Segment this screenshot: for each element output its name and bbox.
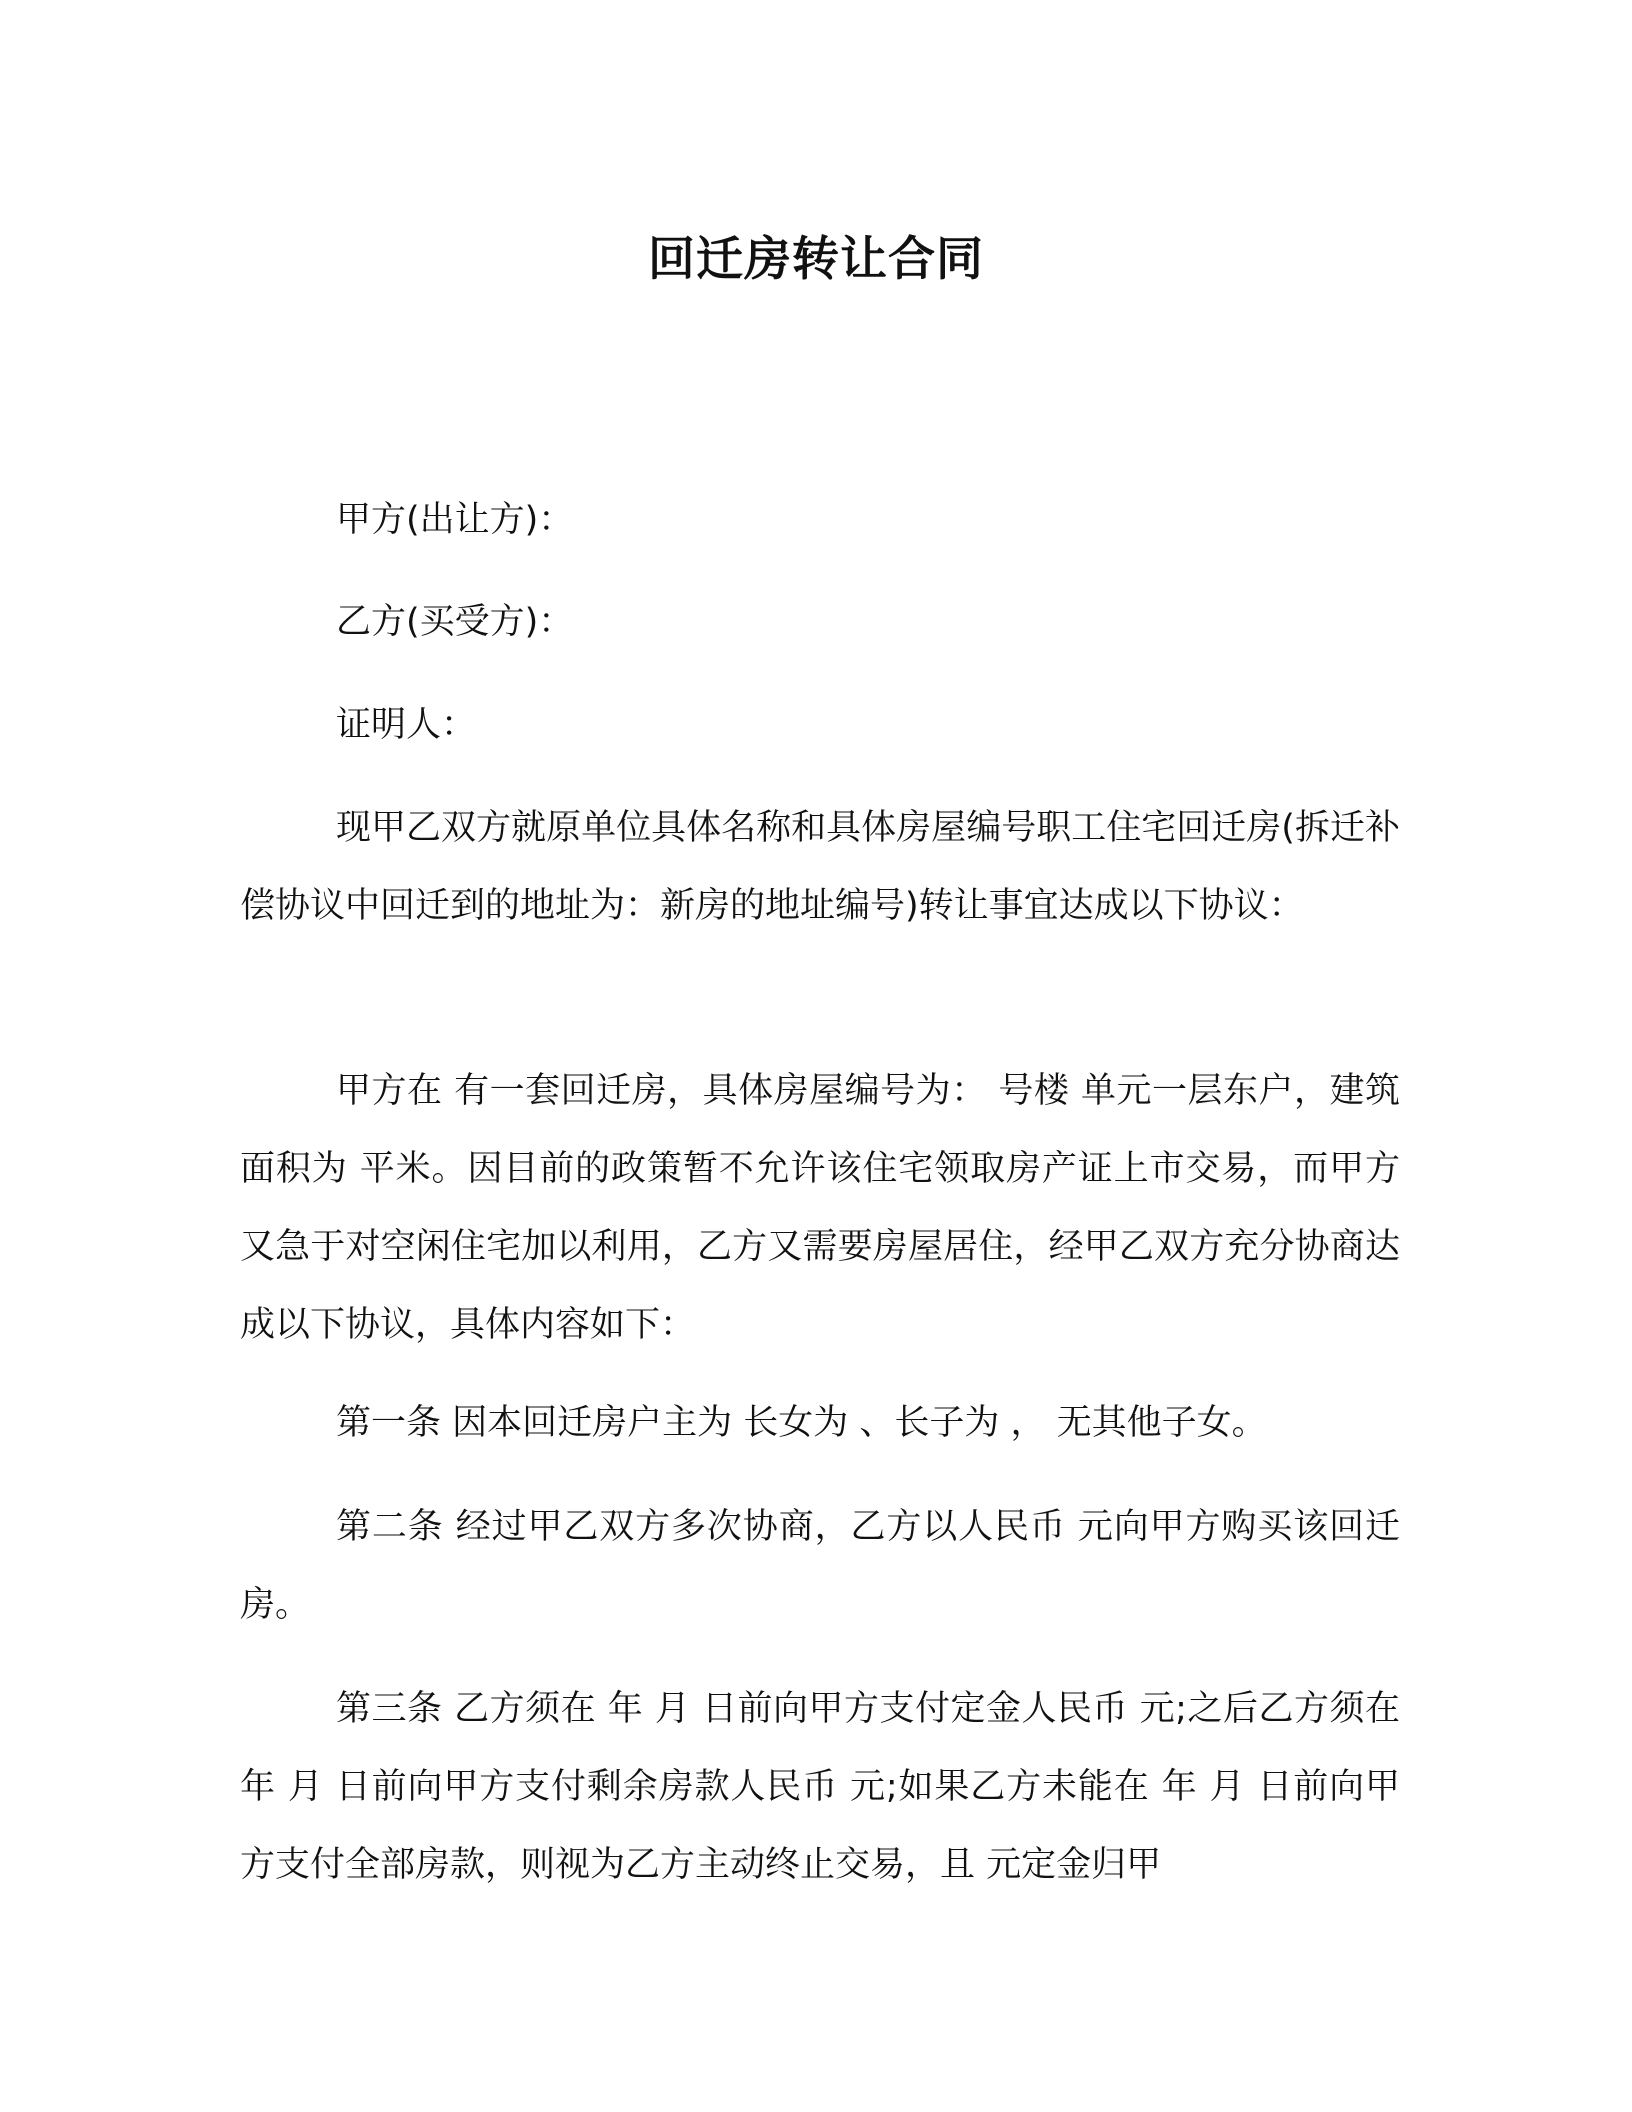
witness-label: 证明人： [336, 705, 477, 745]
paragraph-property [240, 1052, 1400, 1364]
paragraph-text: 第三条 乙方须在 年 月 日前向甲方支付定金人民币 元;之后乙方须在 年 月 日前向甲方支付剩余房款人民币 元;如果乙方未能在 年 月 日前向甲方支付全部房款，则视为乙方主动终止交易，且 元定金归甲 [240, 1689, 1400, 1885]
paragraph-text: 甲方在 有一套回迁房，具体房屋编号为： 号楼 单元一层东户，建筑面积为 平米。因目前的政策暂不允许该住宅领取房产证上市交易，而甲方又急于对空闲住宅加以利用，乙方又需要房屋居住，经甲乙双方充分协商达成以下协议，具体内容如下： [240, 1071, 1400, 1345]
article-2 [240, 1488, 1400, 1644]
paragraph-text: 第二条 经过甲乙双方多次协商，乙方以人民币 元向甲方购买该回迁房。 [240, 1507, 1400, 1625]
paragraph-intro [240, 789, 1400, 945]
article-1 [240, 1384, 1400, 1462]
party-a-label: 甲方(出让方)： [336, 500, 574, 540]
document-title: 回迁房转让合同 [648, 232, 984, 287]
paragraph-text: 第一条 因本回迁房户主为 长女为 、长子为 ， 无其他子女。 [336, 1403, 1267, 1443]
paragraph-text: 现甲乙双方就原单位具体名称和具体房屋编号职工住宅回迁房(拆迁补偿协议中回迁到的地址为：新房的地址编号)转让事宜达成以下协议： [240, 808, 1400, 926]
article-3 [240, 1670, 1400, 1904]
party-b-label: 乙方(买受方)： [336, 602, 574, 642]
